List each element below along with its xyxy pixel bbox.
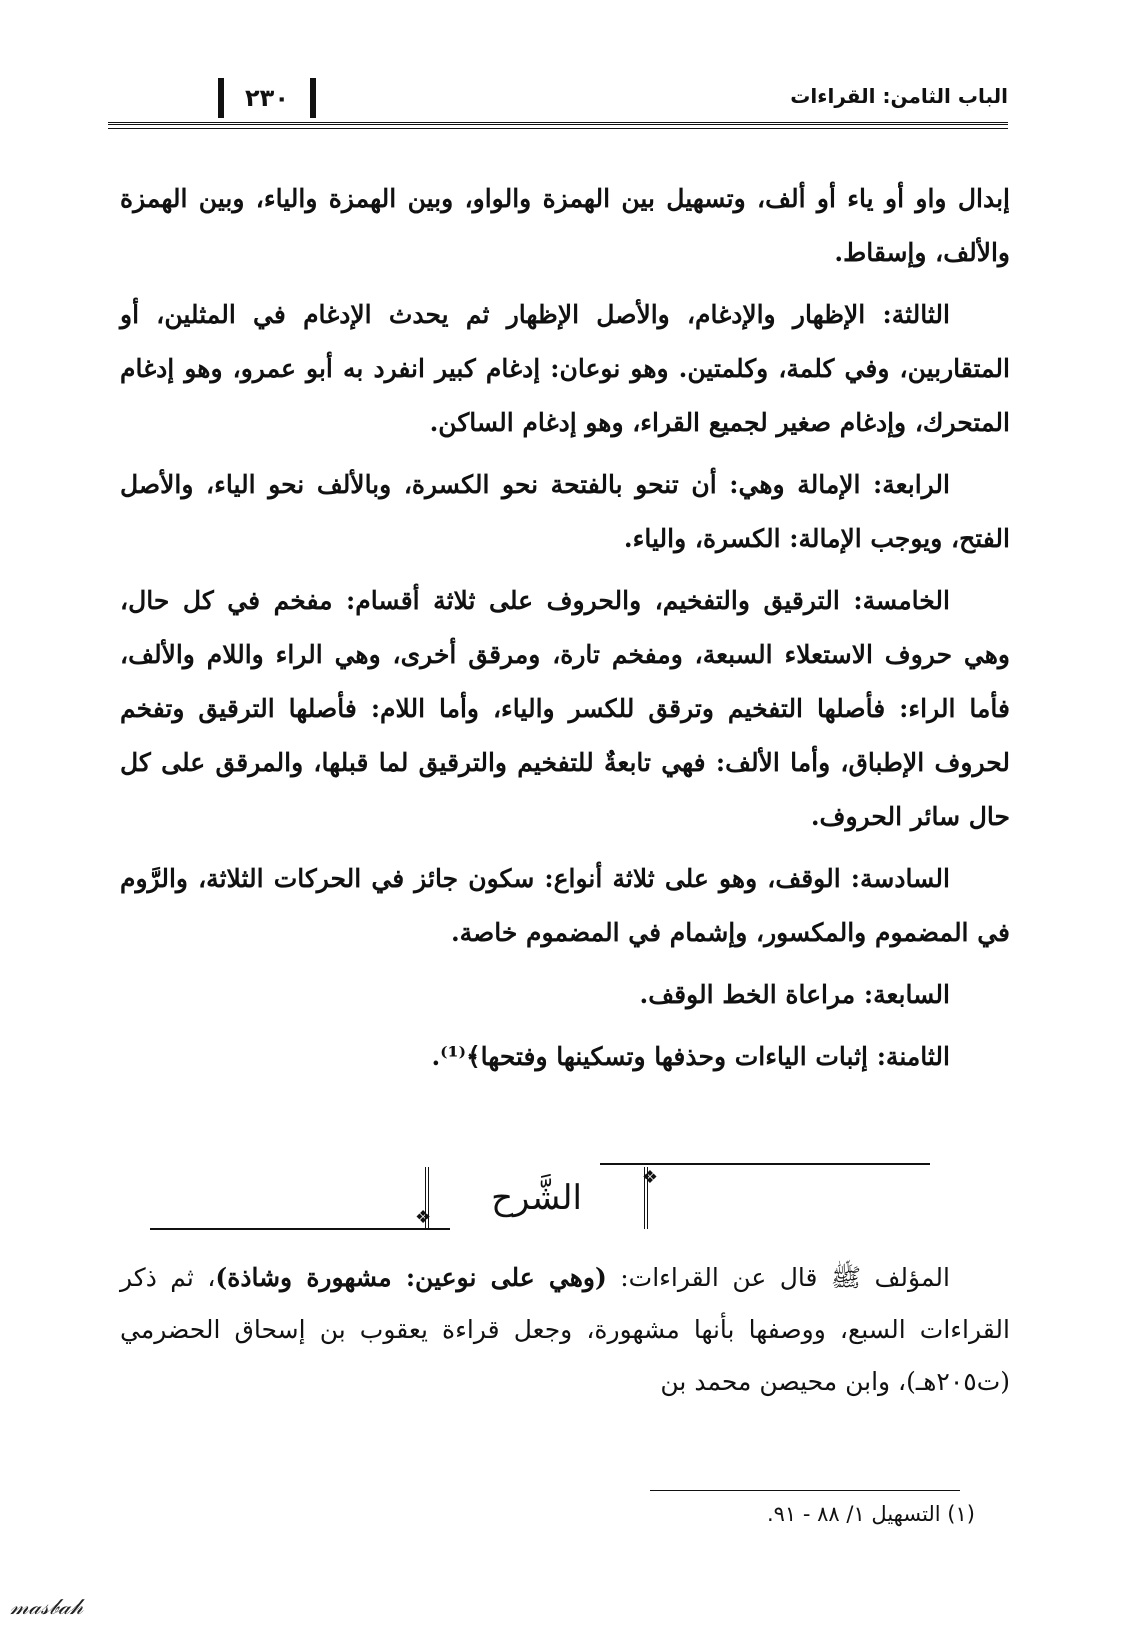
publisher-logo: 𝓂𝒶𝓈𝒷𝒶𝒽 — [10, 1595, 84, 1620]
paragraph-seventh: السابعة: مراعاة الخط الوقف. — [639, 980, 950, 1009]
commentary-text — [120, 1252, 1010, 1408]
chapter-title: الباب الثامن: القراءات — [790, 84, 1008, 108]
commentary-heading-text: الشَّرح — [491, 1178, 582, 1218]
header-rule — [108, 122, 1008, 125]
page-number: ٢٣٠ — [218, 78, 316, 118]
commentary-quote: (وهي على نوعين: مشهورة وشاذة) — [215, 1263, 607, 1292]
ornament-icon: ❖ — [641, 1167, 658, 1188]
footnote: (١) التسهيل ١/ ٨٨ - ٩١. — [766, 1502, 975, 1526]
page-header — [108, 78, 1008, 138]
ornament-line — [150, 1228, 450, 1230]
commentary-heading-block — [0, 1155, 1125, 1250]
paragraph-third: الثالثة: الإظهار والإدغام، والأصل الإظهار ثم يحدث الإدغام في المثلين، أو المتقاربين، وفي كلمة، وكلمتين. وهو نوعان: إدغام كبير انفرد به أبو عمرو، وهو إدغام المتحرك، وإدغام صغير لجميع القراء، وهو إدغام الساكن. — [120, 300, 1010, 437]
commentary-start: المؤلف ﷺ قال عن القراءات: — [606, 1263, 950, 1292]
commentary-paragraph — [120, 1252, 1010, 1408]
main-text — [120, 172, 1010, 1092]
ornament-line — [600, 1163, 930, 1165]
paragraph-fifth: الخامسة: الترقيق والتفخيم، والحروف على ثلاثة أقسام: مفخم في كل حال، وهي حروف الاستعلاء السبعة، ومفخم تارة، ومرقق أخرى، وهي الراء واللام والألف، فأما الراء: فأصلها التفخيم وترقق للكسر والياء، وأما اللام: فأصلها الترقيق وتفخم لحروف الإطباق، وأما الألف: فهي تابعةٌ للتفخيم والترقيق لما قبلها، والمرقق على كل حال سائر الحروف. — [120, 586, 1010, 831]
paragraph-fourth: الرابعة: الإمالة وهي: أن تنحو بالفتحة نحو الكسرة، وبالألف نحو الياء، والأصل الفتح، ويوجب الإمالة: الكسرة، والياء. — [120, 470, 1010, 553]
paragraph-eighth: الثامنة: إثبات الياءات وحذفها وتسكينها وفتحها﴾⁽¹⁾. — [431, 1042, 950, 1071]
commentary-rest: ، ثم ذكر القراءات السبع، ووصفها بأنها مشهورة، وجعل قراءة يعقوب بن إسحاق الحضرمي (ت٢٠٥هـ)، وابن محيصن محمد بن — [120, 1263, 1010, 1396]
ornament-icon: ❖ — [415, 1207, 432, 1228]
paragraph-sixth: السادسة: الوقف، وهو على ثلاثة أنواع: سكون جائز في الحركات الثلاثة، والرَّوم في المضموم والمكسور، وإشمام في المضموم خاصة. — [120, 864, 1010, 947]
header-rule-thin — [108, 128, 1008, 129]
paragraph-1: إبدال واو أو ياء أو ألف، وتسهيل بين الهمزة والواو، وبين الهمزة والياء، وبين الهمزة والألف، وإسقاط. — [120, 184, 1010, 267]
commentary-heading — [415, 1167, 658, 1229]
footnote-rule — [650, 1490, 960, 1491]
